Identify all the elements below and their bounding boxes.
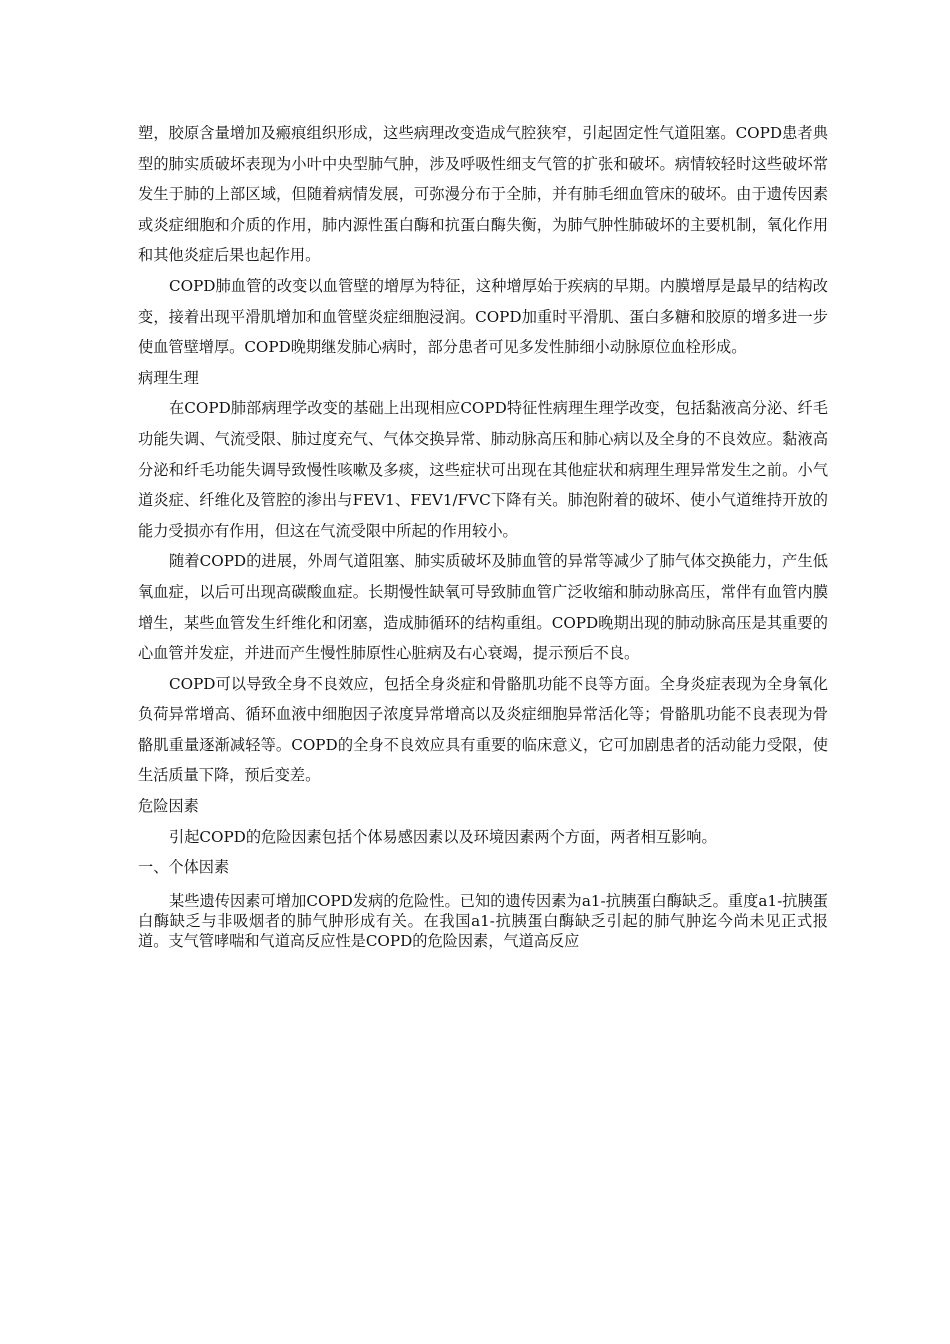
paragraph-risk-factors-intro: 引起COPD的危险因素包括个体易感因素以及环境因素两个方面，两者相互影响。	[169, 827, 717, 846]
paragraph-lung-parenchyma: 塑，胶原含量增加及瘢痕组织形成，这些病理改变造成气腔狭窄，引起固定性气道阻塞。COPD患者典型的肺实质破坏表现为小叶中央型肺气肿，涉及呼吸性细支气管的扩张和破坏。病情较轻时这些破坏常发生于肺的上部区域，但随着病情发展，可弥漫分布于全肺，并有肺毛细血管床的破坏。由于遗传因素或炎症细胞和介质的作用，肺内源性蛋白酶和抗蛋白酶失衡，为肺气肿性肺破坏的主要机制，氧化作用和其他炎症后果也起作用。	[138, 124, 828, 265]
paragraph-genetic-factors: 某些遗传因素可增加COPD发病的危险性。已知的遗传因素为a1-抗胰蛋白酶缺乏。重度a1-抗胰蛋白酶缺乏与非吸烟者的肺气肿形成有关。在我国a1-抗胰蛋白酶缺乏引起的肺气肿迄今尚未见正式报道。支气管哮喘和气道高反应性是COPD的危险因素，气道高反应	[138, 891, 828, 950]
heading-pathophysiology: 病理生理	[138, 368, 199, 387]
paragraph-pathophysiology: 在COPD肺部病理学改变的基础上出现相应COPD特征性病理生理学改变，包括黏液高分泌、纤毛功能失调、气流受限、肺过度充气、气体交换异常、肺动脉高压和肺心病以及全身的不良效应。黏液高分泌和纤毛功能失调导致慢性咳嗽及多痰，这些症状可出现在其他症状和病理生理异常发生之前。小气道炎症、纤维化及管腔的渗出与FEV1、FEV1/FVC下降有关。肺泡附着的破坏、使小气道维持开放的能力受损亦有作用，但这在气流受限中所起的作用较小。	[138, 399, 828, 540]
heading-risk-factors: 危险因素	[138, 797, 199, 816]
document-page	[138, 118, 828, 951]
paragraph-pulmonary-vessels: COPD肺血管的改变以血管壁的增厚为特征，这种增厚始于疾病的早期。内膜增厚是最早的结构改变，接着出现平滑肌增加和血管壁炎症细胞浸润。COPD加重时平滑肌、蛋白多糖和胶原的增多进一步使血管壁增厚。COPD晚期继发肺心病时，部分患者可见多发性肺细小动脉原位血栓形成。	[138, 276, 828, 357]
heading-individual-factors: 一、个体因素	[138, 858, 230, 877]
paragraph-gas-exchange: 随着COPD的进展，外周气道阻塞、肺实质破坏及肺血管的异常等减少了肺气体交换能力，产生低氧血症，以后可出现高碳酸血症。长期慢性缺氧可导致肺血管广泛收缩和肺动脉高压，常伴有血管内膜增生，某些血管发生纤维化和闭塞，造成肺循环的结构重组。COPD晚期出现的肺动脉高压是其重要的心血管并发症，并进而产生慢性肺原性心脏病及右心衰竭，提示预后不良。	[138, 552, 828, 663]
paragraph-systemic-effects: COPD可以导致全身不良效应，包括全身炎症和骨骼肌功能不良等方面。全身炎症表现为全身氧化负荷异常增高、循环血液中细胞因子浓度异常增高以及炎症细胞异常活化等；骨骼肌功能不良表现为骨骼肌重量逐渐减轻等。COPD的全身不良效应具有重要的临床意义，它可加剧患者的活动能力受限，使生活质量下降，预后变差。	[138, 674, 828, 785]
